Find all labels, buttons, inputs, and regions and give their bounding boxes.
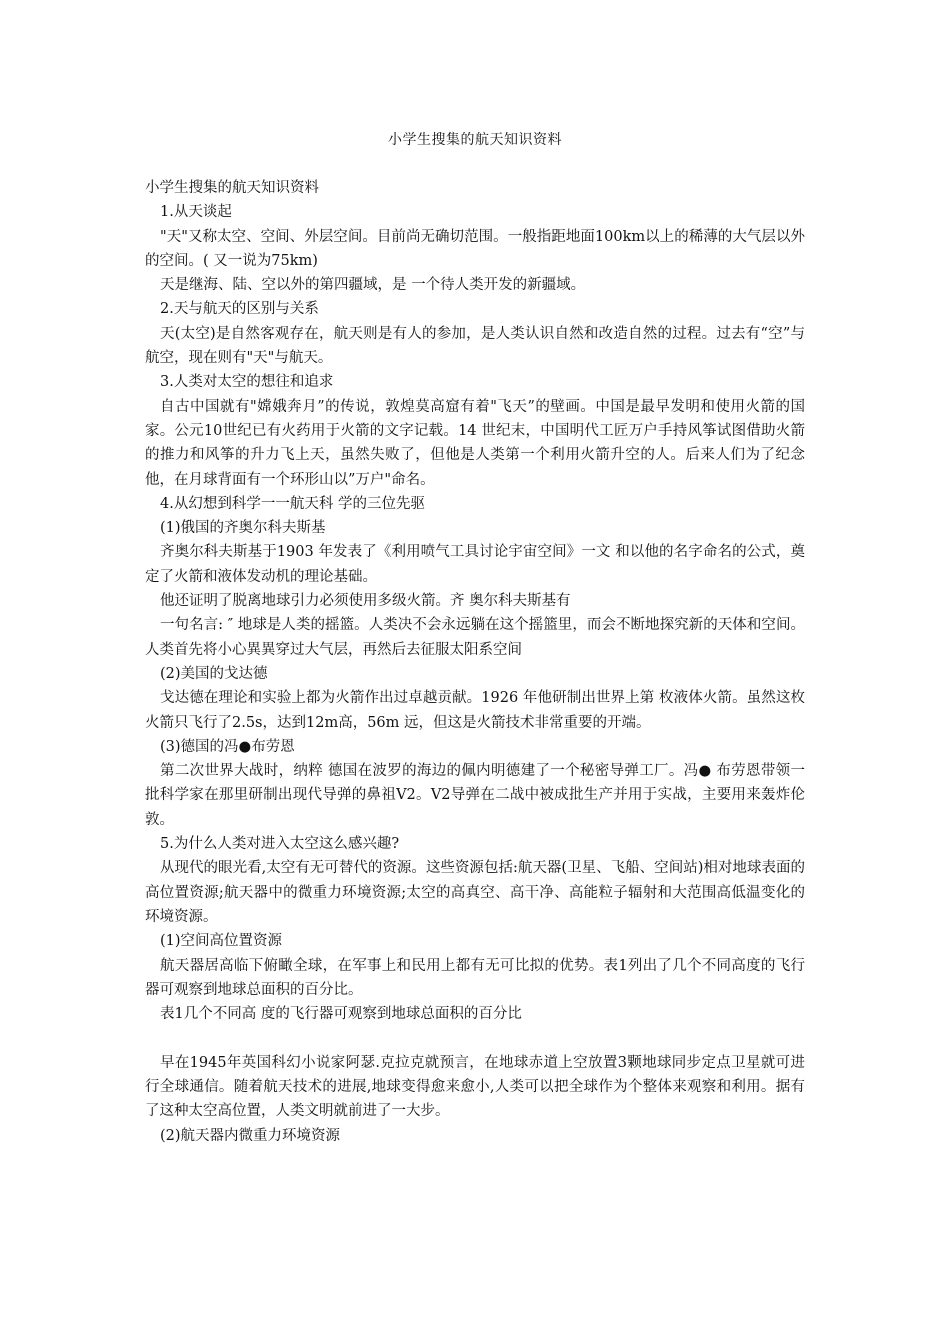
paragraph: 他还证明了脱离地球引力必须使用多级火箭。齐 奥尔科夫斯基有 bbox=[160, 593, 571, 610]
paragraph: "天"又称太空、空间、外层空间。目前尚无确切范围。一般指距地面100km以上的稀薄的大气层以外的空间。( 又一说为75km) bbox=[145, 228, 805, 269]
section-heading: 3.人类对太空的想往和追求 bbox=[160, 374, 334, 391]
section-heading: 1.从天谈起 bbox=[160, 204, 232, 221]
paragraph: 早在1945年英国科幻小说家阿瑟.克拉克就预言，在地球赤道上空放置3颗地球同步定点卫星就可进行全球通信。随着航天技术的进展,地球变得愈来愈小,人类可以把全球作为个整体来观察和利用。据有了这种太空高位置，人类文明就前进了一大步。 bbox=[145, 1054, 805, 1120]
table-caption: 表1几个不同高 度的飞行器可观察到地球总面积的百分比 bbox=[160, 1006, 522, 1023]
subsection-heading: (1)空间高位置资源 bbox=[160, 933, 283, 950]
paragraph: 天是继海、陆、空以外的第四疆域，是 一个待人类开发的新疆域。 bbox=[160, 277, 586, 294]
paragraph: 天(太空)是自然客观存在，航天则是有人的参加，是人类认识自然和改造自然的过程。过去有“空”与航空，现在则有"天"与航天。 bbox=[145, 325, 805, 367]
subsection-heading: (3)德国的冯●布劳恩 bbox=[160, 738, 295, 755]
subsection-heading: (2)航天器内微重力环境资源 bbox=[160, 1127, 341, 1144]
document-title: 小学生搜集的航天知识资料 bbox=[388, 132, 562, 148]
subsection-heading: (2)美国的戈达德 bbox=[160, 665, 268, 682]
paragraph: 航天器居高临下俯瞰全球，在军事上和民用上都有无可比拟的优势。表1列出了几个不同高度的飞行器可观察到地球总面积的百分比。 bbox=[145, 957, 805, 998]
section-heading: 5.为什么人类对进入太空这么感兴趣? bbox=[160, 836, 400, 853]
paragraph: 戈达德在理论和实验上都为火箭作出过卓越贡献。1926 年他研制出世界上第 枚液体火箭。虽然这枚火箭只飞行了2.5s，达到12m高，56m 远，但这是火箭技术非常重要的开端。 bbox=[145, 690, 805, 731]
section-heading: 小学生搜集的航天知识资料 bbox=[145, 180, 319, 196]
paragraph: 第二次世界大战时，纳粹 德国在波罗的海边的佩内明德建了一个秘密导弹工厂。冯● 布劳恩带领一批科学家在那里研制出现代导弹的鼻祖V2。V2导弹在二战中被成批生产并用于实战，主要用来轰炸伦敦。 bbox=[145, 763, 805, 828]
section-heading: 4.从幻想到科学一一航天科 学的三位先驱 bbox=[160, 495, 425, 512]
paragraph: 自古中国就有"嫦娥奔月”的传说，敦煌莫高窟有着"飞天”的壁画。中国是最早发明和使用火箭的国家。公元10世纪已有火药用于火箭的文字记载。14 世纪末，中国明代工匠万户手持风筝试图借助火箭的推力和风筝的升力飞上天，虽然失败了，但他是人类第一个利用火箭升空的人。后来人们为了纪念他，在月球背面有一个环形山以”万户"命名。 bbox=[145, 398, 805, 488]
blank-line bbox=[145, 1026, 805, 1050]
section-heading: 2.天与航天的区别与关系 bbox=[160, 301, 319, 318]
paragraph: 从现代的眼光看,太空有无可替代的资源。这些资源包括:航天器(卫星、飞船、空间站)相对地球表面的高位置资源;航天器中的微重力环境资源;太空的高真空、高干净、高能粒子辐射和大范围高低温变化的环境资源。 bbox=[145, 860, 805, 925]
document-body bbox=[145, 176, 805, 1148]
subsection-heading: (1)俄国的齐奥尔科夫斯基 bbox=[160, 520, 326, 537]
paragraph: 齐奥尔科夫斯基于1903 年发表了《利用喷气工具讨论宇宙空间》一文 和以他的名字命名的公式，奠定了火箭和液体发动机的理论基础。 bbox=[145, 544, 805, 585]
paragraph: 一句名言: ″ 地球是人类的摇篮。人类决不会永远躺在这个摇篮里，而会不断地探究新的天体和空间。人类首先将小心異異穿过大气层，再然后去征服太阳系空间 bbox=[145, 617, 805, 658]
